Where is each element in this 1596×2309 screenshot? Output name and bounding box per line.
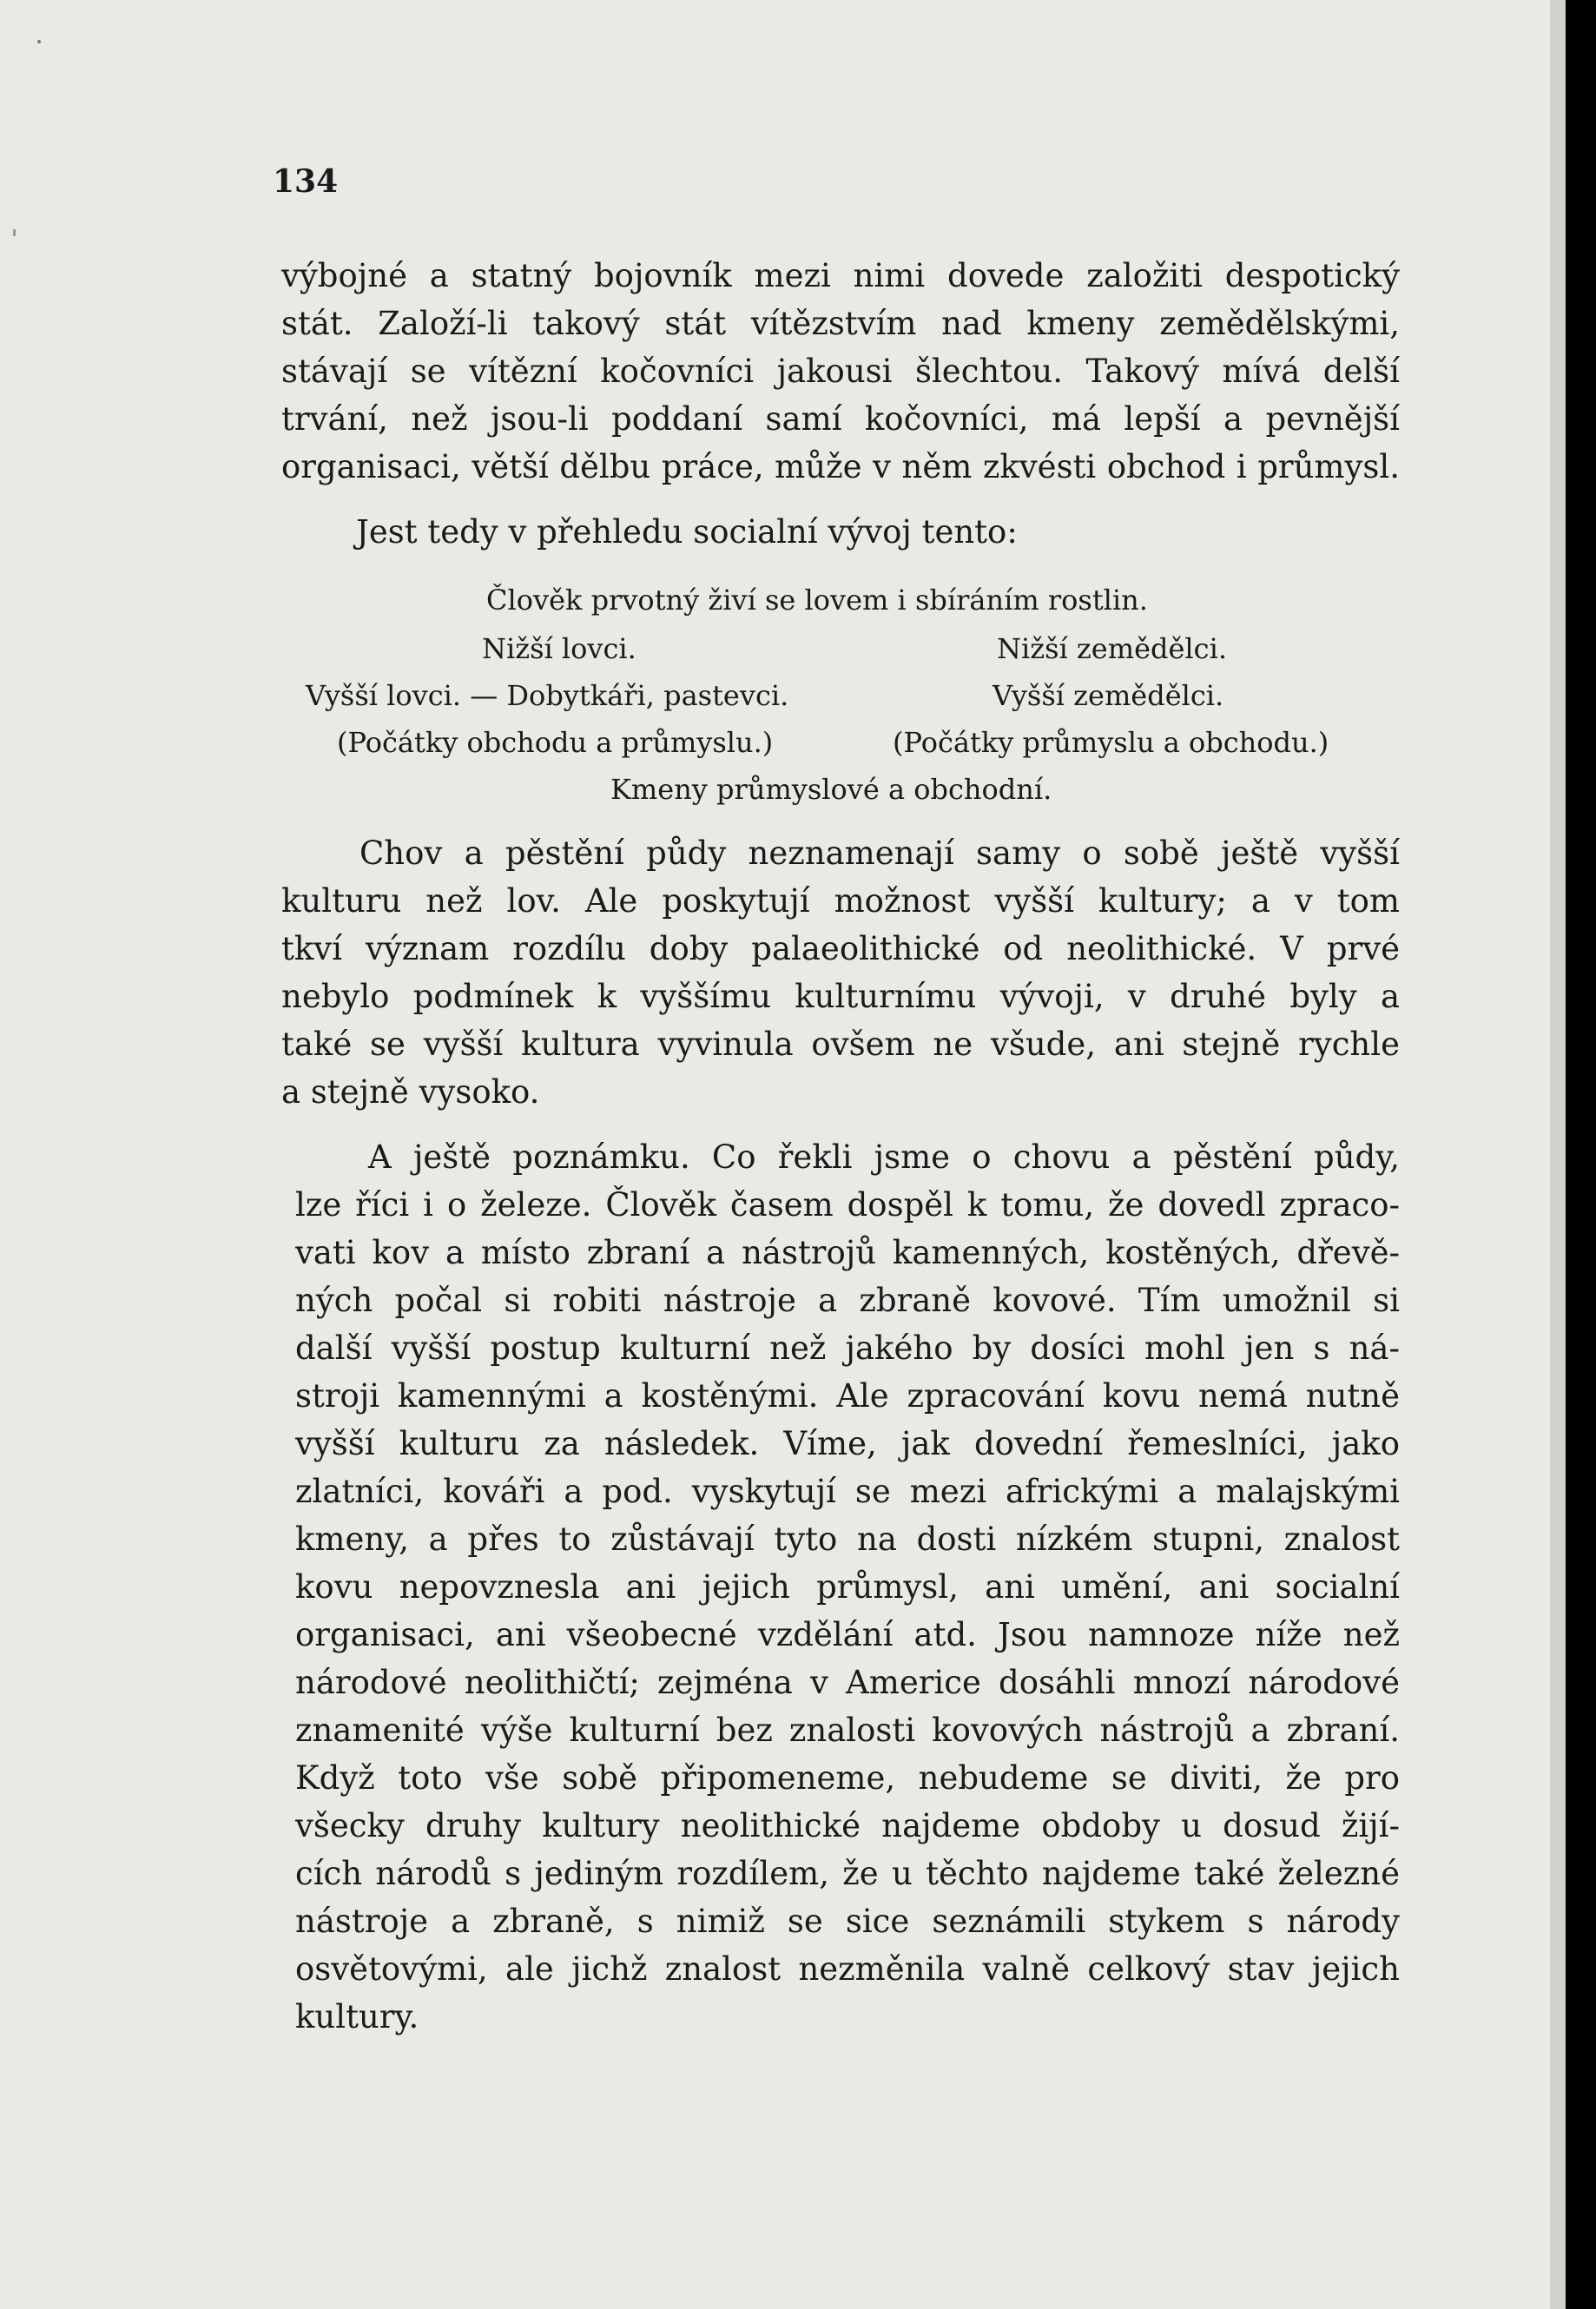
paragraph-3-line: stroji kamennými a kostěnými. Ale zpracování kovu nemá nutně (295, 1377, 1400, 1415)
scheme-right-3: (Počátky průmyslu a obchodu.) (893, 726, 1329, 759)
scheme-left-2: Vyšší lovci. — Dobytkáři, pastevci. (306, 679, 789, 712)
paragraph-2-line: kulturu než lov. Ale poskytují možnost vyšší kultury; a v tom (281, 882, 1400, 920)
paragraph-3-line: zlatníci, kováři a pod. vyskytují se mezi africkými a malajskými (295, 1473, 1400, 1510)
paragraph-2-line: Chov a pěstění půdy neznamenají samy o sobě ještě vyšší (359, 835, 1400, 872)
paragraph-3-line: národové neolithičtí; zejména v Americe dosáhli mnozí národové (295, 1664, 1400, 1701)
paragraph-3-line: A ještě poznámku. Co řekli jsme o chovu a pěstění půdy, (368, 1138, 1400, 1176)
paragraph-3-line: cích národů s jediným rozdílem, že u těchto najdeme také železné (295, 1855, 1400, 1892)
scheme-right-2: Vyšší zemědělci. (993, 679, 1224, 712)
paragraph-1-line: stát. Založí-li takový stát vítězstvím nad kmeny zemědělskými, (281, 305, 1400, 342)
paragraph-1-line: organisaci, větší dělbu práce, může v něm zkvésti obchod i průmysl. (281, 448, 1400, 485)
scan-speck (37, 40, 41, 43)
scheme-left-1: Nižší lovci. (482, 632, 636, 665)
scheme-bottom-line: Kmeny průmyslové a obchodní. (610, 773, 1052, 806)
scheme-top-line: Člověk prvotný živí se lovem i sbíráním rostlin. (486, 584, 1148, 617)
paragraph-3-line: Když toto vše sobě připomeneme, nebudeme se diviti, že pro (295, 1759, 1400, 1797)
paragraph-3-line: osvětovými, ale jichž znalost nezměnila valně celkový stav jejich (295, 1950, 1400, 1988)
paragraph-1-line: stávají se vítězní kočovníci jakousi šlechtou. Takový mívá delší (281, 353, 1400, 390)
paragraph-1-line: trvání, než jsou-li poddaní samí kočovníci, má lepší a pevnější (281, 400, 1400, 438)
paragraph-3-line: znamenité výše kulturní bez znalosti kovových nástrojů a zbraní. (295, 1712, 1400, 1749)
paragraph-3-line: další vyšší postup kulturní než jakého by dosíci mohl jen s ná- (295, 1329, 1400, 1367)
paragraph-2-line: také se vyšší kultura vyvinula ovšem ne všude, ani stejně rychle (281, 1026, 1400, 1063)
page-edge (1550, 0, 1566, 2309)
paragraph-3-line: ných počal si robiti nástroje a zbraně kovové. Tím umožnil si (295, 1282, 1400, 1319)
paragraph-3-line: kmeny, a přes to zůstávají tyto na dosti nízkém stupni, znalost (295, 1521, 1400, 1558)
scheme-intro-line: Jest tedy v přehledu socialní vývoj tento: (356, 513, 1018, 551)
paragraph-3-line: organisaci, ani všeobecné vzdělání atd. Jsou namnoze níže než (295, 1616, 1400, 1653)
paragraph-3-line: vati kov a místo zbraní a nástrojů kamenných, kostěných, dřevě- (295, 1234, 1400, 1271)
scheme-right-1: Nižší zemědělci. (997, 632, 1227, 665)
paragraph-2-line: a stejně vysoko. (281, 1073, 540, 1111)
paragraph-3-line: kultury. (295, 1998, 419, 2035)
paragraph-3-line: lze říci i o železe. Člověk časem dospěl k tomu, že dovedl zpraco- (295, 1186, 1400, 1224)
paragraph-3-line: vyšší kulturu za následek. Víme, jak dovední řemeslníci, jako (295, 1425, 1400, 1462)
paragraph-3-line: nástroje a zbraně, s nimiž se sice seznámili stykem s národy (295, 1903, 1400, 1940)
scheme-left-3: (Počátky obchodu a průmyslu.) (337, 726, 774, 759)
page-number: 134 (273, 163, 339, 200)
scan-speck (13, 229, 16, 236)
paragraph-2-line: nebylo podmínek k vyššímu kulturnímu vývoji, v druhé byly a (281, 978, 1400, 1015)
paragraph-2-line: tkví význam rozdílu doby palaeolithické od neolithické. V prvé (281, 930, 1400, 967)
paragraph-3-line: kovu nepovznesla ani jejich průmysl, ani umění, ani socialní (295, 1568, 1400, 1606)
paragraph-3-line: všecky druhy kultury neolithické najdeme obdoby u dosud žijí- (295, 1807, 1400, 1844)
paragraph-1-line: výbojné a statný bojovník mezi nimi dovede založiti despotický (281, 257, 1400, 294)
